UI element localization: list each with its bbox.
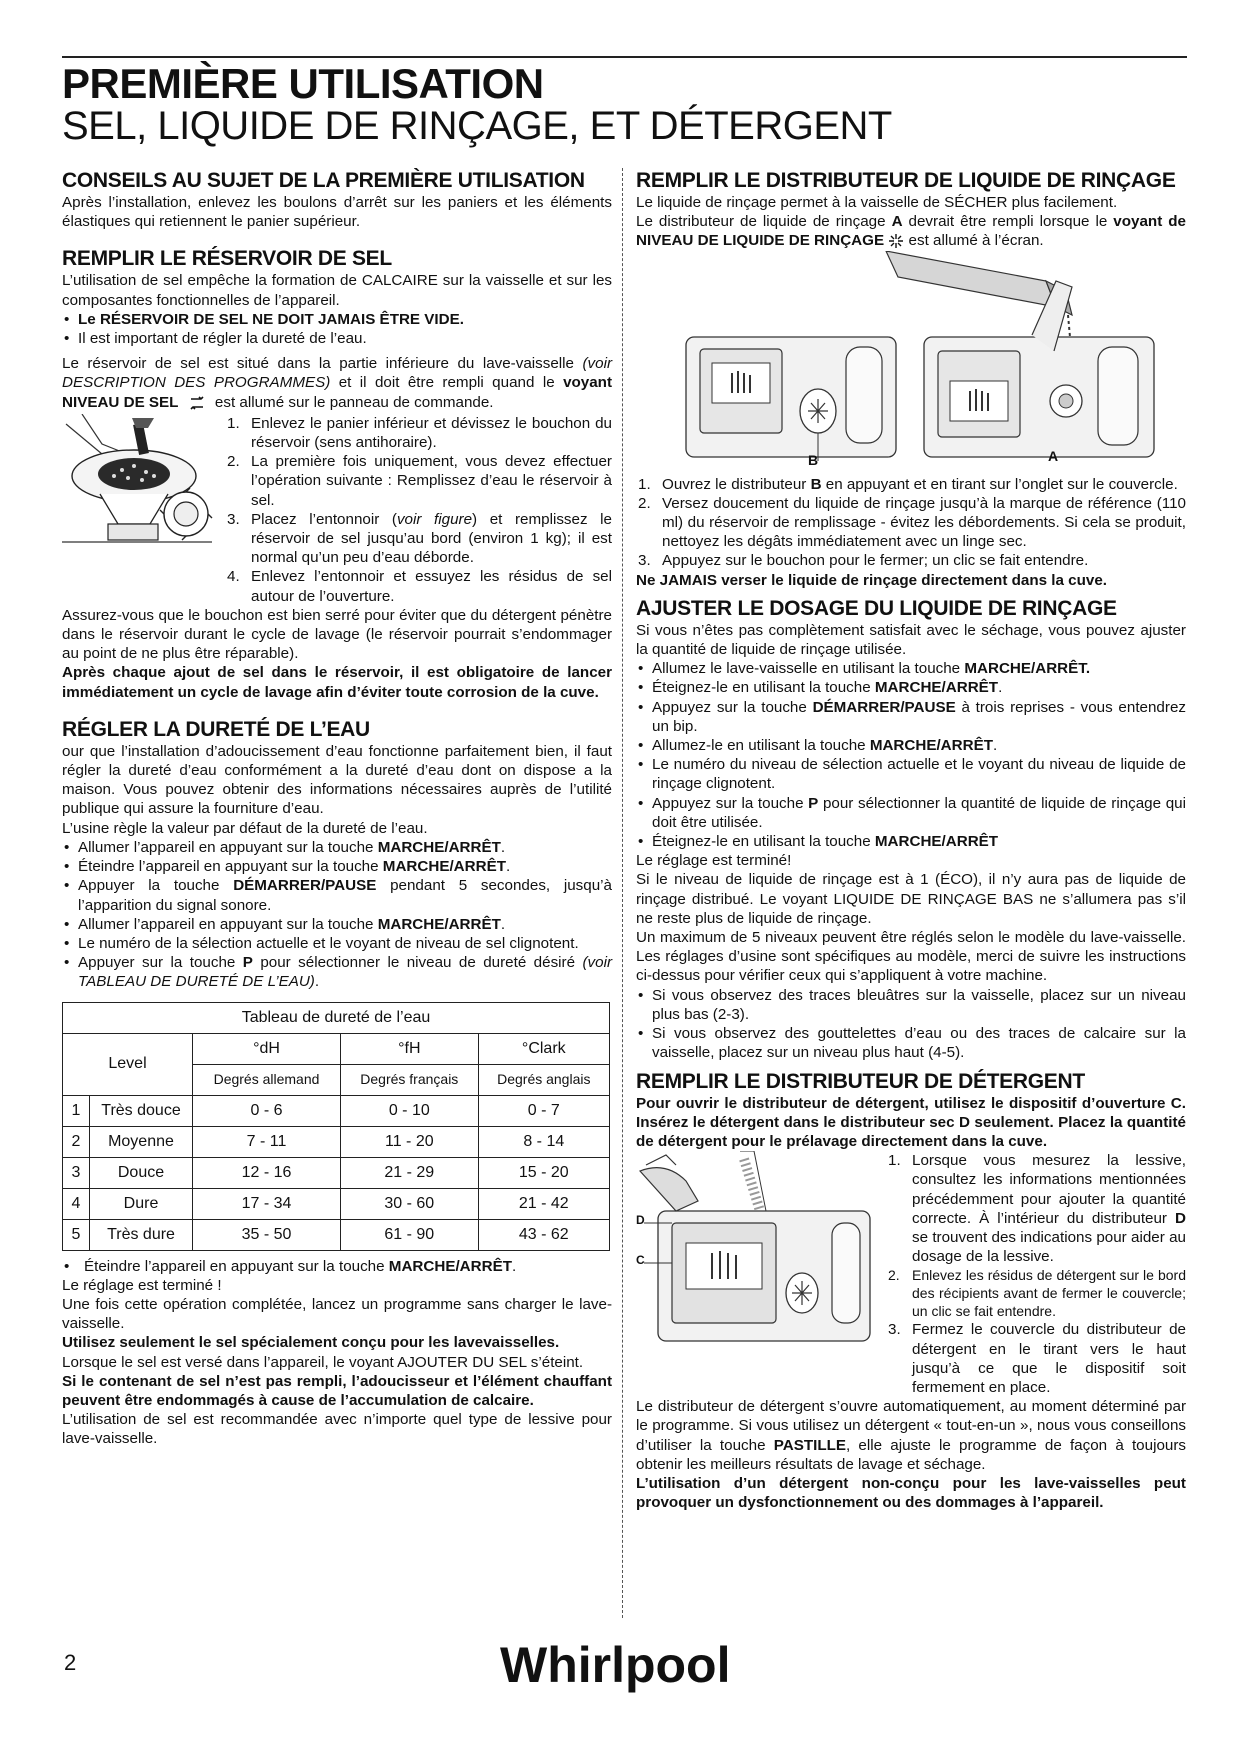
section-heading-hardness: RÉGLER LA DURETÉ DE L’EAU [62,717,370,741]
dosage-eco-note: Si le niveau de liquide de rinçage est à 1 (ÉCO), il n’y aura pas de liquide de rinçage distribué. Le voyant LIQUIDE DE RINÇAGE BAS ne s’allumera pas s’il ne reste plus de liquide de rinçage. [636,871,1186,927]
detergent-auto-open-text: Le distributeur de détergent s’ouvre automatiquement, au moment déterminé par le programme. Si vous utilisez un détergent « tout-en-un », nous vous conseillons d’utiliser la touche PASTILLE, elle ajuste le programme de façon à toujours obtenir les meilleurs résultats de lavage et séchage. [636,1398,1186,1473]
section-heading-detergent: REMPLIR LE DISTRIBUTEUR DE DÉTERGENT [636,1069,1085,1093]
right-column [636,168,1186,1512]
dosage-bullets [636,659,1186,851]
list-item: • Appuyer la touche DÉMARRER/PAUSE pendant 5 secondes, jusqu’à l’apparition du signal sonore. [62,876,612,914]
column-divider [622,168,623,1618]
list-item: 4. Enlevez l’entonnoir et essuyez les résidus de sel autour de l’ouverture. [227,568,612,605]
table-header-level: Level [63,1033,193,1095]
brand-text: Whirlpool [500,1637,731,1693]
hardness-once: Une fois cette opération complétée, lancez un programme sans charger le lave-vaisselle. [62,1295,612,1333]
table-header-fh: °fH [341,1033,479,1064]
table-row: 3 Douce 12 - 16 21 - 29 15 - 20 [63,1157,610,1188]
hardness-bullets [62,838,612,992]
salt-intro: L’utilisation de sel empêche la formation de CALCAIRE sur la vaisselle et sur les composantes fonctionnelles de l’appareil. [62,272,612,309]
hardness-final-bullet [62,1257,612,1276]
list-item: • Éteindre l’appareil en appuyant sur la touche MARCHE/ARRÊT. [62,1257,612,1276]
list-item: • Il est important de régler la dureté de l’eau. [62,329,612,348]
dosage-done: Le réglage est terminé! [636,852,792,870]
first-use-text: Après l’installation, enlevez les boulons d’arrêt sur les paniers et les éléments élastiques qui retiennent le panier supérieur. [62,194,612,231]
salt-after-text: Assurez-vous que le bouchon est bien serré pour éviter que du détergent pénètre dans le réservoir durant le cycle de lavage (le réservoir pourrait s’endommager au point de ne plus être réparable). [62,606,612,663]
salt-empty-warning: Si le contenant de sel n’est pas rempli, l’adoucisseur et l’élément chauffant peuvent être endommagés à cause de l’accumulation de calcaire. [62,1372,612,1409]
table-header-dh: °dH [193,1033,341,1064]
dispenser-illustration [636,251,1186,469]
rinse-dispenser-figure [636,251,1186,469]
table-title: Tableau de dureté de l’eau [63,1002,610,1033]
label-a: A [1048,447,1059,464]
list-item: • Le numéro de la sélection actuelle et le voyant de niveau de sel clignotent. [62,934,612,953]
detergent-warning: L’utilisation d’un détergent non-conçu pour les lave-vaisselles peut provoquer un dysfonctionnement ou des dommages à l’appareil. [636,1474,1186,1512]
salt-steps-block [62,414,612,606]
page-title: PREMIÈRE UTILISATION [62,60,544,107]
table-row: 2 Moyenne 7 - 11 11 - 20 8 - 14 [63,1126,610,1157]
list-item: • Allumer l’appareil en appuyant sur la touche MARCHE/ARRÊT. [62,838,612,857]
section-heading-first-use: CONSEILS AU SUJET DE LA PREMIÈRE UTILISATION [62,169,585,192]
whirlpool-logo [500,1632,740,1696]
list-item: 3. Appuyez sur le bouchon pour le fermer; un clic se fait entendre. [638,552,1089,570]
list-item: 1. Ouvrez le distributeur B en appuyant et en tirant sur l’onglet sur le couvercle. [638,475,1178,493]
list-item: • Appuyez sur la touche DÉMARRER/PAUSE à trois reprises - vous entendrez un bip. [636,698,1186,736]
list-item: • Allumez le lave-vaisselle en utilisant la touche MARCHE/ARRÊT. [636,659,1186,678]
list-item: • Le RÉSERVOIR DE SEL NE DOIT JAMAIS ÊTRE VIDE. [62,310,612,329]
salt-recommendation: L’utilisation de sel est recommandée avec n’importe quel type de lessive pour lave-vaisselle. [62,1411,612,1448]
label-d: D [636,1213,645,1228]
list-item: 3. Placez l’entonnoir (voir figure) et remplissez le réservoir de sel jusqu’au bord (environ 1 kg); il est normal qu’un peu d’eau déborde. [227,510,612,567]
detergent-steps-block [636,1151,1186,1397]
salt-use-note: Utilisez seulement le sel spécialement conçu pour les lavevaisselles. [62,1334,560,1352]
detergent-figure [636,1151,876,1351]
list-item: • Appuyer sur la touche P pour sélectionner le niveau de dureté désiré (voir TABLEAU DE DURETÉ DE L’EAU). [62,953,612,991]
section-heading-rinse-fill: REMPLIR LE DISTRIBUTEUR DE LIQUIDE DE RINÇAGE [636,169,1176,192]
label-b: B [808,451,819,468]
rinse-indicator-text: Le distributeur de liquide de rinçage A devrait être rempli lorsque le voyant de NIVEAU DE LIQUIDE DE RINÇAGE est allumé à l’écran. [636,213,1186,250]
salt-location-text: Le réservoir de sel est situé dans la partie inférieure du lave-vaisselle (voir DESCRIPTION DES PROGRAMMES) et il doit être rempli quand le voyant NIVEAU DE SEL est allumé sur le panneau de commande. [62,355,613,411]
top-rule [62,56,1187,58]
list-item: 1. Lorsque vous mesurez la lessive, consultez les informations mentionnées précédemment pour ajouter la quantité correcte. À l’intérieur du distributeur D se trouvent des indications pour aider au dosage de la lessive. [888,1152,1186,1266]
list-item: • Si vous observez des traces bleuâtres sur la vaisselle, placez sur un niveau plus bas (2-3). [636,986,1186,1024]
rinse-steps [636,475,1186,571]
salt-steps [225,414,612,606]
rinse-warning: Ne JAMAIS verser le liquide de rinçage directement dans la cuve. [636,571,1107,589]
table-header-clark: °Clark [478,1033,609,1064]
salt-funnel-illustration [62,414,217,562]
salt-bullets [62,310,612,348]
list-item: 2. La première fois uniquement, vous devez effectuer l’opération suivante : Remplissez d’eau le réservoir à sel. [227,453,612,509]
left-column [62,168,612,1449]
list-item: • Allumez-le en utilisant la touche MARCHE/ARRÊT. [636,736,1186,755]
table-row: 4 Dure 17 - 34 30 - 60 21 - 42 [63,1188,610,1219]
table-subheader: Degrés anglais [478,1064,609,1095]
list-item: • Éteindre l’appareil en appuyant sur la touche MARCHE/ARRÊT. [62,857,612,876]
list-item: • Le numéro du niveau de sélection actuelle et le voyant du niveau de liquide de rinçage clignotent. [636,755,1186,793]
list-item: 2. Versez doucement du liquide de rinçage jusqu’à la marque de référence (110 ml) du réservoir de remplissage - évitez les débordements. Si cela se produit, nettoyez les dégâts immédiatement avec un linge sec. [638,494,1186,551]
list-item: 3. Fermez le couvercle du distributeur de détergent en le tirant vers le haut jusqu’à ce que le dispositif soit fermement en place. [888,1321,1186,1396]
dosage-levels-note: Un maximum de 5 niveaux peuvent être réglés selon le modèle du lave-vaisselle. Les réglages d’usine sont spécifiques au modèle, merci de suivre les instructions ci-dessus pour vérifier ceux qui s’appliquent à votre machine. [636,929,1186,985]
page-subtitle: SEL, LIQUIDE DE RINÇAGE, ET DÉTERGENT [62,104,892,148]
table-subheader: Degrés allemand [193,1064,341,1095]
hardness-done: Le réglage est terminé ! [62,1276,222,1294]
table-subheader: Degrés français [341,1064,479,1095]
hardness-factory: L’usine règle la valeur par défaut de la dureté de l’eau. [62,819,428,837]
detergent-bold-intro: Pour ouvrir le distributeur de détergent, utilisez le dispositif d’ouverture C. Insérez le détergent dans le distributeur sec D seulement. Placez la quantité de détergent pour le prélavage directement dans la cuve. [636,1094,1186,1150]
section-heading-salt: REMPLIR LE RÉSERVOIR DE SEL [62,247,392,271]
list-item: 1. Enlevez le panier inférieur et dévissez le bouchon du réservoir (sens antihoraire). [227,414,612,452]
list-item: • Allumer l’appareil en appuyant sur la touche MARCHE/ARRÊT. [62,915,612,934]
dosage-tips [636,986,1186,1063]
page-number: 2 [64,1650,77,1675]
list-item: • Si vous observez des gouttelettes d’eau ou des traces de calcaire sur la vaisselle, placez sur un niveau plus haut (4-5). [636,1024,1186,1062]
table-row: 5 Très dure 35 - 50 61 - 90 43 - 62 [63,1219,610,1250]
label-c: C [636,1253,645,1268]
hardness-intro: our que l’installation d’adoucissement d’eau fonctionne parfaitement bien, il faut régler la dureté d’eau conformément a la dureté d’eau dont on dispose a la maison. Vous pouvez obtenir des informations nécessaires auprès de l’utilité publique qui assure la fourniture d’eau. [62,742,612,818]
water-hardness-table [62,1002,610,1251]
salt-light-note: Lorsque le sel est versé dans l’appareil, le voyant AJOUTER DU SEL s’éteint. [62,1353,584,1371]
salt-warning: Après chaque ajout de sel dans le réservoir, il est obligatoire de lancer immédiatement un cycle de lavage afin d’éviter toute corrosion de la cuve. [62,664,612,701]
list-item: • Éteignez-le en utilisant la touche MARCHE/ARRÊT [636,832,1186,851]
dosage-intro: Si vous n’êtes pas complètement satisfait avec le séchage, vous pouvez ajuster la quantité de liquide de rinçage utilisée. [636,621,1186,659]
list-item: • Éteignez-le en utilisant la touche MARCHE/ARRÊT. [636,678,1186,697]
detergent-dispenser-illustration [636,1151,876,1351]
detergent-steps [886,1151,1186,1397]
salt-level-icon [187,396,207,410]
list-item: • Appuyez sur la touche P pour sélectionner la quantité de liquide de rinçage qui doit être utilisée. [636,794,1186,832]
table-row: 1 Très douce 0 - 6 0 - 10 0 - 7 [63,1095,610,1126]
list-item: 2. Enlevez les résidus de détergent sur le bord des récipients avant de fermer le couvercle; un clic se fait entendre. [888,1267,1186,1320]
rinse-intro: Le liquide de rinçage permet à la vaisselle de SÉCHER plus facilement. [636,194,1118,211]
rinse-level-icon [888,233,904,249]
section-heading-rinse-dosage: AJUSTER LE DOSAGE DU LIQUIDE DE RINÇAGE [636,596,1117,620]
